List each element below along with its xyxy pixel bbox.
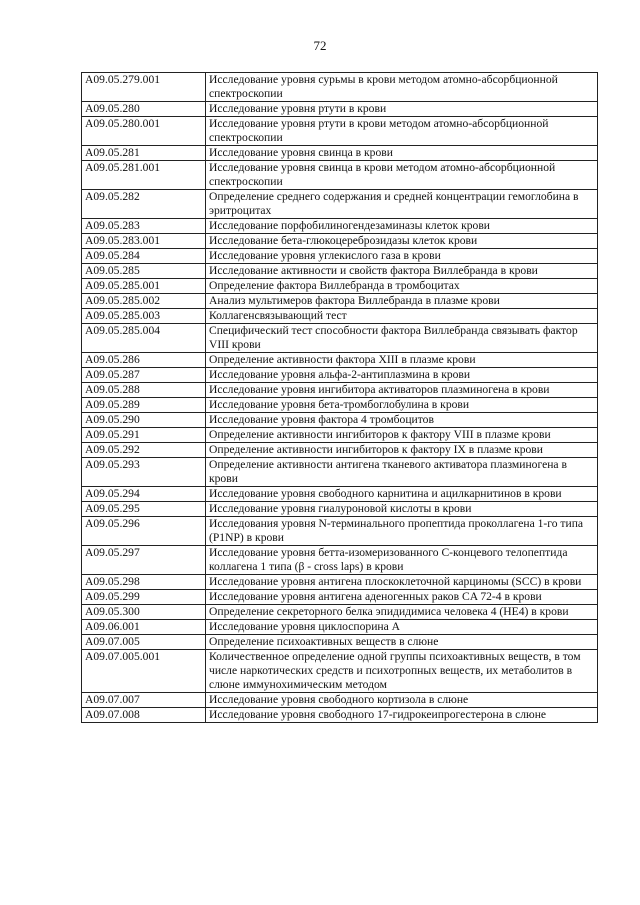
service-code: A09.07.005 <box>82 635 206 650</box>
service-name: Исследование активности и свойств фактора Виллебранда в крови <box>206 264 598 279</box>
table-row <box>82 102 598 117</box>
service-name: Определение секреторного белка эпидидимиса человека 4 (HE4) в крови <box>206 605 598 620</box>
table-row <box>82 309 598 324</box>
table-row <box>82 575 598 590</box>
service-code: A09.07.008 <box>82 708 206 723</box>
service-code: A09.05.293 <box>82 458 206 487</box>
service-name: Определение активности антигена тканевого активатора плазминогена в крови <box>206 458 598 487</box>
service-code: A09.07.007 <box>82 693 206 708</box>
table-row <box>82 234 598 249</box>
table-row <box>82 458 598 487</box>
service-code: A09.05.295 <box>82 502 206 517</box>
table-row <box>82 73 598 102</box>
service-name: Исследование уровня углекислого газа в крови <box>206 249 598 264</box>
services-table <box>81 72 598 723</box>
table-row <box>82 590 598 605</box>
service-name: Коллагенсвязывающий тест <box>206 309 598 324</box>
service-name: Определение среднего содержания и средней концентрации гемоглобина в эритроцитах <box>206 190 598 219</box>
table-row <box>82 368 598 383</box>
service-name: Исследование уровня ртути в крови <box>206 102 598 117</box>
table-row <box>82 161 598 190</box>
table-row <box>82 413 598 428</box>
service-name: Определение активности ингибиторов к фактору IX в плазме крови <box>206 443 598 458</box>
table-row <box>82 635 598 650</box>
table-row <box>82 708 598 723</box>
service-code: A09.05.285.002 <box>82 294 206 309</box>
service-name: Специфический тест способности фактора Виллебранда связывать фактор VIII крови <box>206 324 598 353</box>
table-row <box>82 398 598 413</box>
table-row <box>82 502 598 517</box>
table-row <box>82 146 598 161</box>
table-row <box>82 428 598 443</box>
service-code: A09.05.279.001 <box>82 73 206 102</box>
service-name: Анализ мультимеров фактора Виллебранда в плазме крови <box>206 294 598 309</box>
table-row <box>82 117 598 146</box>
table-row <box>82 324 598 353</box>
service-code: A09.05.284 <box>82 249 206 264</box>
service-name: Определение фактора Виллебранда в тромбоцитах <box>206 279 598 294</box>
service-name: Исследование уровня бета-тромбоглобулина в крови <box>206 398 598 413</box>
service-code: A09.05.280.001 <box>82 117 206 146</box>
table-row <box>82 517 598 546</box>
service-name: Исследование уровня антигена аденогенных раков CA 72-4 в крови <box>206 590 598 605</box>
service-name: Исследование уровня сурьмы в крови методом атомно-абсорбционной спектроскопии <box>206 73 598 102</box>
service-code: A09.05.289 <box>82 398 206 413</box>
table-body <box>82 73 598 723</box>
service-code: A09.05.291 <box>82 428 206 443</box>
service-code: A09.05.298 <box>82 575 206 590</box>
service-name: Определение активности ингибиторов к фактору VIII в плазме крови <box>206 428 598 443</box>
service-code: A09.05.287 <box>82 368 206 383</box>
service-code: A09.05.285.001 <box>82 279 206 294</box>
table-row <box>82 546 598 575</box>
table-row <box>82 443 598 458</box>
service-code: A09.05.285.003 <box>82 309 206 324</box>
service-name: Исследование уровня антигена плоскоклеточной карциномы (SCC) в крови <box>206 575 598 590</box>
service-name: Исследование уровня бетта-изомеризованного С-концевого телопептида коллагена 1 типа (β - cross laps) в крови <box>206 546 598 575</box>
table-row <box>82 383 598 398</box>
service-code: A09.05.288 <box>82 383 206 398</box>
table-row <box>82 264 598 279</box>
service-code: A09.05.281.001 <box>82 161 206 190</box>
table-row <box>82 219 598 234</box>
service-name: Исследование уровня альфа-2-антиплазмина в крови <box>206 368 598 383</box>
service-name: Исследование уровня ртути в крови методом атомно-абсорбционной спектроскопии <box>206 117 598 146</box>
table-row <box>82 294 598 309</box>
service-name: Исследование уровня свинца в крови <box>206 146 598 161</box>
service-code: A09.05.297 <box>82 546 206 575</box>
service-name: Исследование уровня свободного кортизола в слюне <box>206 693 598 708</box>
service-code: A09.05.294 <box>82 487 206 502</box>
service-code: A09.07.005.001 <box>82 650 206 693</box>
service-code: A09.05.283.001 <box>82 234 206 249</box>
service-code: A09.05.286 <box>82 353 206 368</box>
service-code: A09.05.280 <box>82 102 206 117</box>
table-row <box>82 693 598 708</box>
service-code: A09.05.299 <box>82 590 206 605</box>
service-name: Исследование уровня циклоспорина А <box>206 620 598 635</box>
table-row <box>82 650 598 693</box>
service-name: Количественное определение одной группы психоактивных веществ, в том числе наркотических средств и психотропных веществ, их метаболитов в слюне иммунохимическим методом <box>206 650 598 693</box>
table-row <box>82 249 598 264</box>
service-name: Исследование уровня гиалуроновой кислоты в крови <box>206 502 598 517</box>
service-code: A09.05.296 <box>82 517 206 546</box>
service-code: A09.05.290 <box>82 413 206 428</box>
service-name: Исследование бета-глюкоцереброзидазы клеток крови <box>206 234 598 249</box>
table-row <box>82 353 598 368</box>
service-code: A09.05.300 <box>82 605 206 620</box>
service-name: Определение психоактивных веществ в слюне <box>206 635 598 650</box>
service-name: Исследование уровня свободного карнитина и ацилкарнитинов в крови <box>206 487 598 502</box>
service-code: A09.05.285.004 <box>82 324 206 353</box>
service-code: A09.05.285 <box>82 264 206 279</box>
table-row <box>82 605 598 620</box>
service-code: A09.05.292 <box>82 443 206 458</box>
table-row <box>82 279 598 294</box>
service-code: A09.05.281 <box>82 146 206 161</box>
table-row <box>82 620 598 635</box>
service-name: Исследование уровня свинца в крови методом атомно-абсорбционной спектроскопии <box>206 161 598 190</box>
service-name: Исследование уровня фактора 4 тромбоцитов <box>206 413 598 428</box>
table-row <box>82 487 598 502</box>
service-name: Исследование уровня свободного 17-гидрокеипрогестерона в слюне <box>206 708 598 723</box>
service-name: Определение активности фактора XIII в плазме крови <box>206 353 598 368</box>
service-name: Исследования уровня N-терминального пропептида проколлагена 1-го типа (P1NP) в крови <box>206 517 598 546</box>
service-code: A09.06.001 <box>82 620 206 635</box>
service-code: A09.05.282 <box>82 190 206 219</box>
table-row <box>82 190 598 219</box>
service-code: A09.05.283 <box>82 219 206 234</box>
service-name: Исследование уровня ингибитора активаторов плазминогена в крови <box>206 383 598 398</box>
service-name: Исследование порфобилиногендезаминазы клеток крови <box>206 219 598 234</box>
page-number: 72 <box>313 38 327 53</box>
